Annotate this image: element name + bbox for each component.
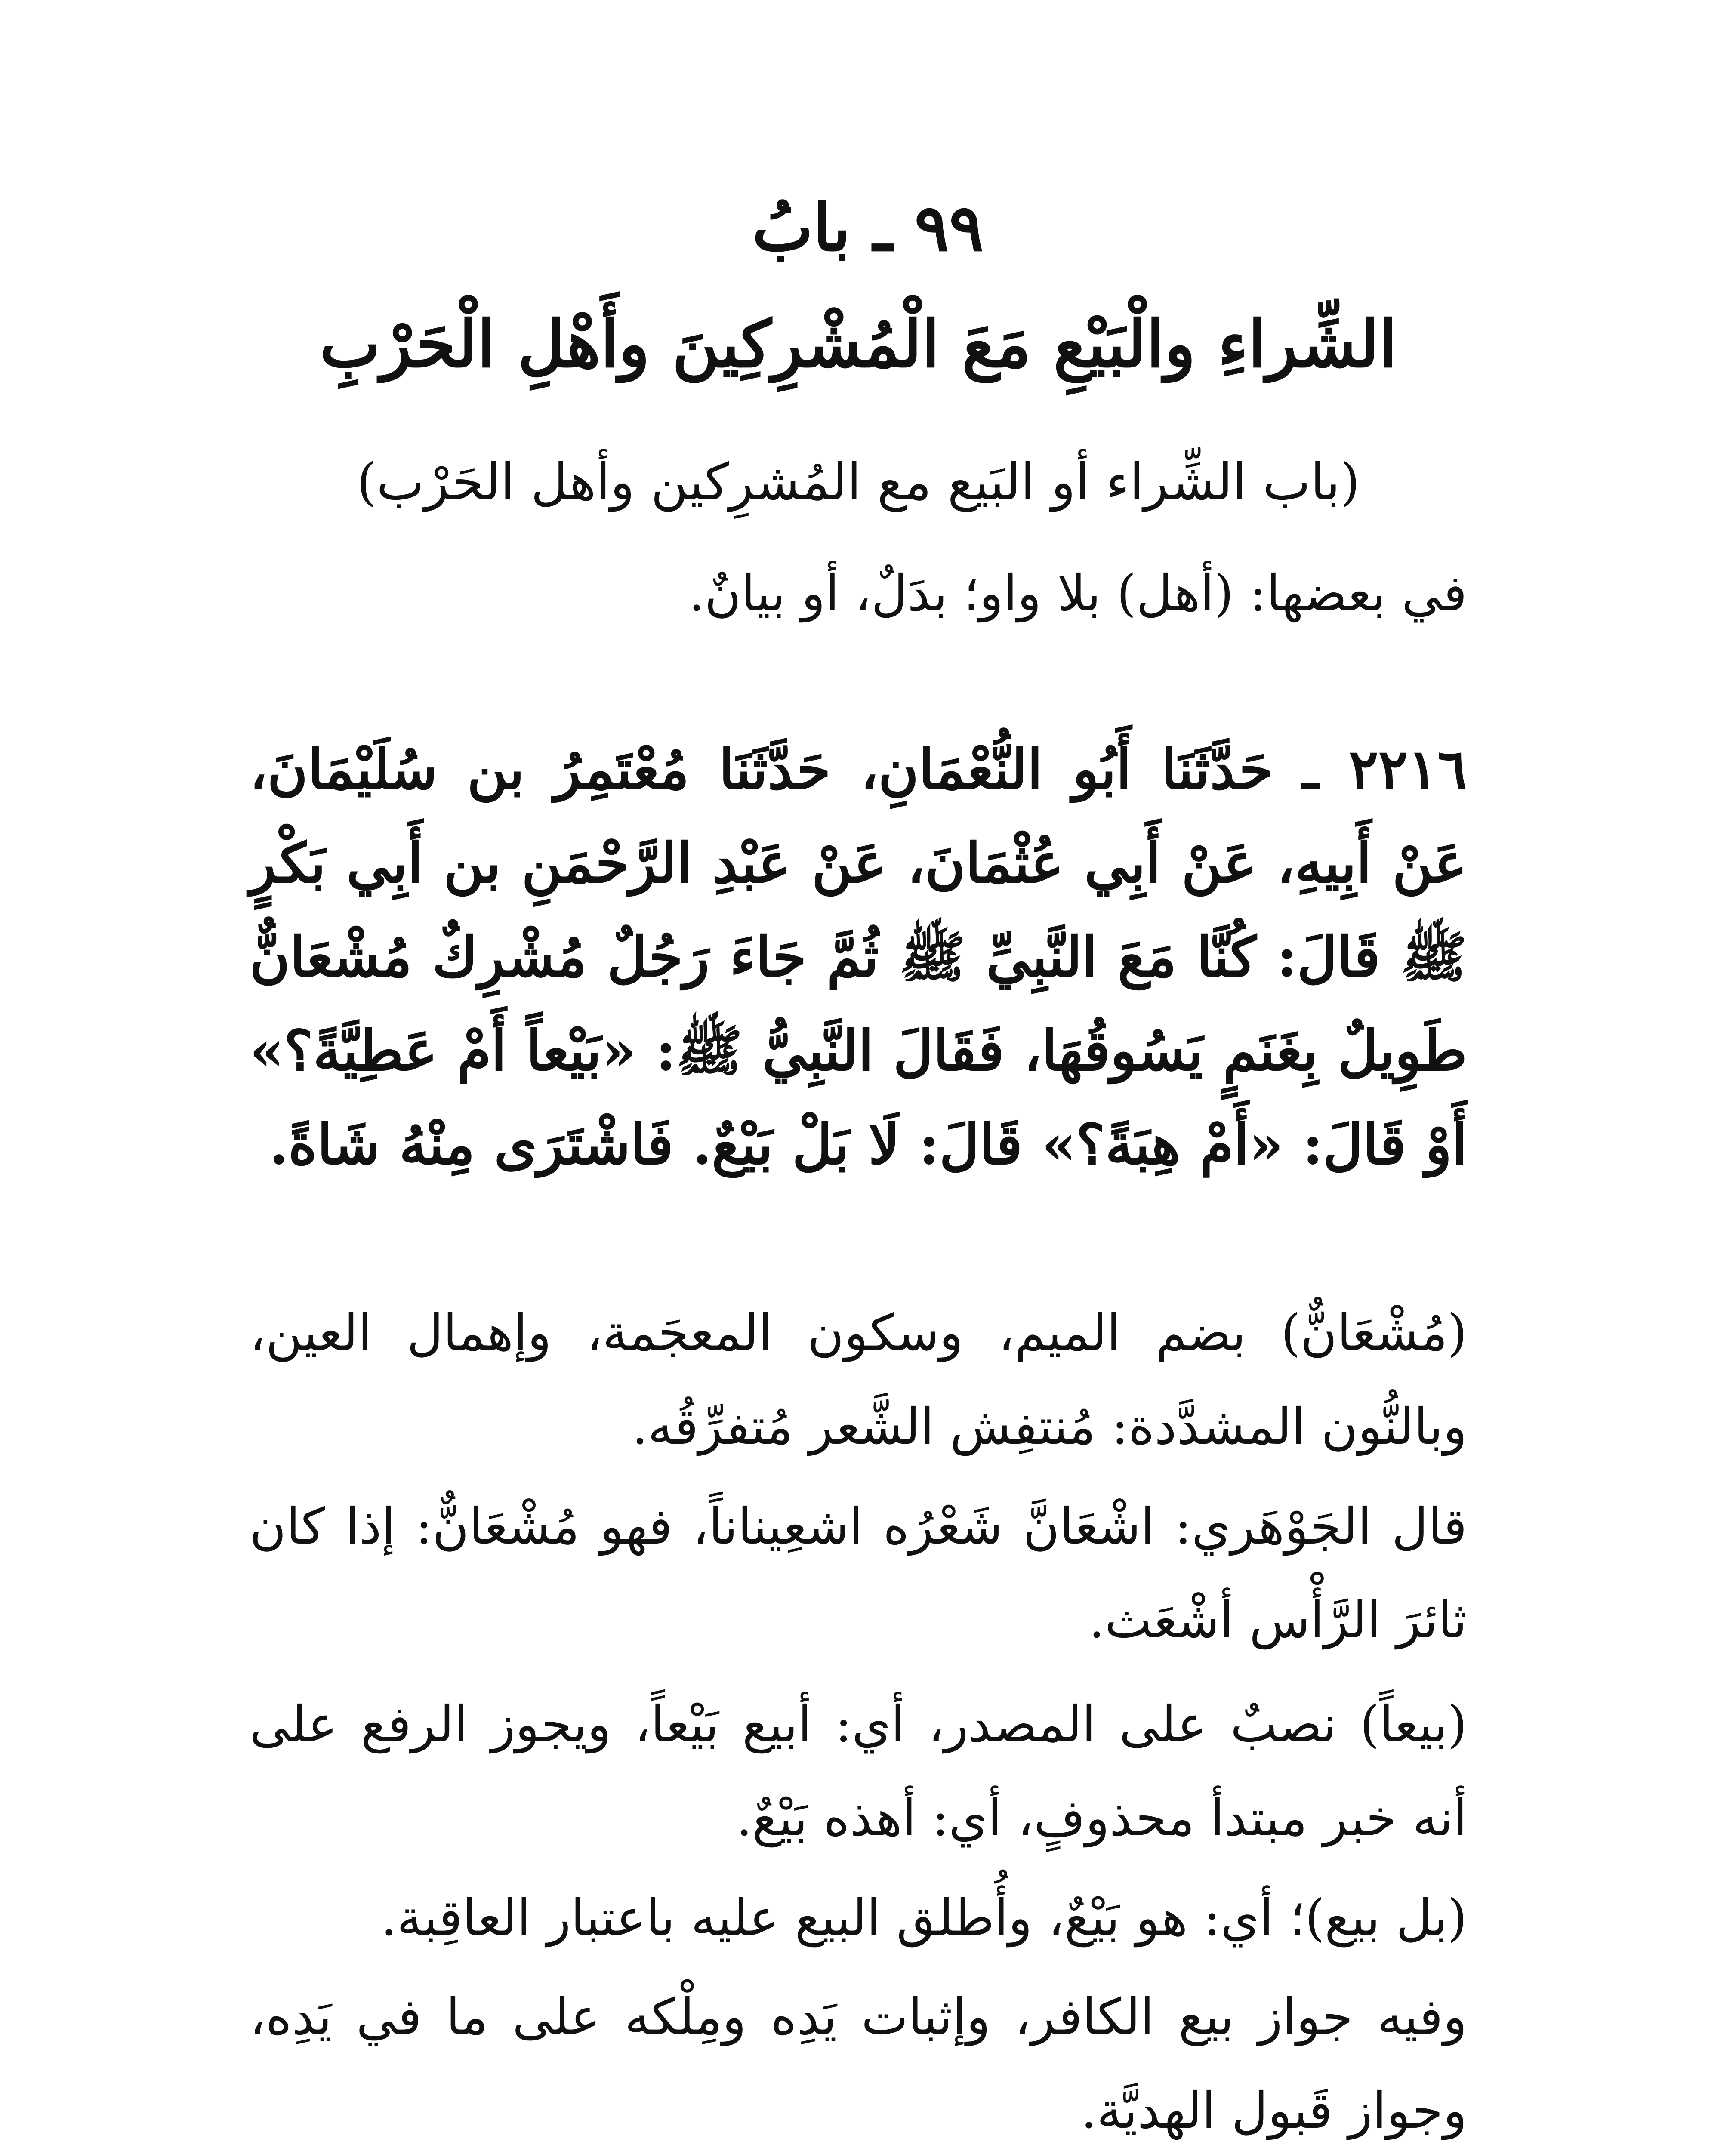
chapter-number: ٩٩ ـ بابُ (752, 190, 984, 266)
gloss-paragraph: قال الجَوْهَري: اشْعَانَّ شَعْرُه اشعِيناناً، فهو مُشْعَانٌّ: إذا كان ثائرَ الرَّأْس أشْعَث. (250, 1498, 1467, 1649)
gloss-paragraph: (بيعاً) نصبٌ على المصدر، أي: أبيع بَيْعاً، ويجوز الرفع على أنه خبر مبتدأ محذوفٍ، أي: أهذه بَيْعٌ. (250, 1695, 1467, 1847)
gloss-paragraph: (بل بيع)؛ أي: هو بَيْعٌ، وأُطلق البيع عليه باعتبار العاقِبة. (381, 1889, 1467, 1947)
commentary-title: (باب الشِّراء أو البَيع مع المُشرِكين وأهل الحَرْب) (357, 452, 1360, 512)
variant-note: في بعضها: (أهل) بلا واو؛ بدَلٌ، أو بيانٌ. (688, 564, 1467, 622)
chapter-title: الشِّراءِ والْبَيْعِ مَعَ الْمُشْرِكِينَ وأَهْلِ الْحَرْبِ (319, 306, 1397, 382)
gloss-paragraph: وفيه جواز بيع الكافر، وإثبات يَدِه ومِلْكه على ما في يَدِه، وجواز قَبول الهديَّة. (250, 1988, 1467, 2140)
hadith-text: ٢٢١٦ ـ حَدَّثَنَا أَبُو النُّعْمَانِ، حَدَّثَنَا مُعْتَمِرُ بن سُلَيْمَانَ، عَنْ أَبِيهِ، عَنْ أَبِي عُثْمَانَ، عَنْ عَبْدِ الرَّحْمَنِ بن أَبِي بَكْرٍ ﷺ قَالَ: كُنَّا مَعَ النَّبِيِّ ﷺ ثُمَّ جَاءَ رَجُلٌ مُشْرِكٌ مُشْعَانٌّ طَوِيلٌ بِغَنَمٍ يَسُوقُهَا، فَقَالَ النَّبِيُّ ﷺ: «بَيْعاً أَمْ عَطِيَّةً؟» أَوْ قَالَ: «أَمْ هِبَةً؟» قَالَ: لَا بَلْ بَيْعٌ. فَاشْتَرَى مِنْهُ شَاةً. (250, 737, 1467, 1177)
gloss-paragraph: (مُشْعَانٌّ) بضم الميم، وسكون المعجَمة، وإهمال العين، وبالنُّون المشدَّدة: مُنتفِش الشَّعر مُتفرِّقُه. (250, 1304, 1467, 1456)
